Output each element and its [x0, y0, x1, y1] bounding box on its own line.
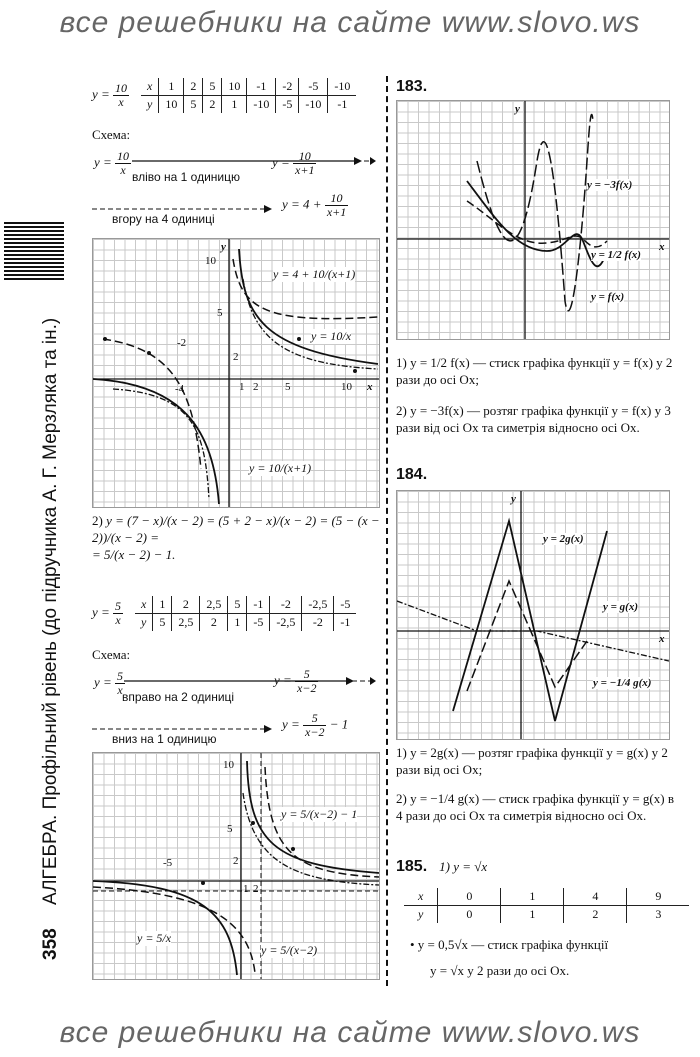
arrow-right-icon [124, 674, 354, 688]
problem-183-text-2: 2) y = −3f(x) — розтяг графіка функції y = f(x) у 3 рази від осі Ox та симетрія відносно осі Ox. [396, 403, 671, 435]
bottom-banner: все решебники на сайте www.slovo.ws [59, 1016, 641, 1049]
problem-185-text-1: • y = 0,5√x — стиск графіка функції [410, 937, 609, 952]
problem-184-number: 184. [396, 466, 428, 483]
graph-184-plot [397, 491, 669, 739]
table-1: y = $\frac{10}{x}$ x 1 2 5 10 -1 -2 -5 -10 y 10 5 2 1 -10 -5 -10 -1 [92, 78, 356, 113]
table-2: y = $\frac{5}{x}$ x 1 2 2,5 5 -1 -2 -2,5 -5 y 5 2,5 2 1 -5 -2,5 -2 -1 [92, 596, 356, 631]
scheme-1: y = $\frac{10}{x}$ вліво на 1 одиницю y = $\frac{10}{x+1}$ вгору на 4 одиниці y = 4 + $\frac{10}{x+1}$ [92, 148, 382, 228]
part2-equation: 2) y = (7 − x)/(x − 2) = (5 + 2 − x)/(x − 2) = (5 − (x − 2))/(x − 2) = = 5/(x − 2) − 1. [92, 513, 380, 562]
scheme-label-2: Схема: [92, 647, 131, 662]
page-number: 358 [40, 928, 61, 960]
arrow-right-icon [132, 154, 362, 168]
problem-185-table: x 0 1 4 9 y 0 1 2 3 [404, 888, 689, 923]
problem-183-text-1: 1) y = 1/2 f(x) — стиск графіка функції y = f(x) у 2 рази до осі Ox; [396, 355, 673, 387]
graph-2: 10 5 2 -5 1 2 y = 5/(x−2) − 1 y = 5/x y = 5/(x−2) [92, 752, 380, 980]
column-divider [386, 76, 388, 986]
problem-185-text-2: y = √x у 2 рази до осі Ox. [430, 963, 570, 978]
spine-title [40, 60, 62, 960]
graph-1: y x 10 5 2 -2 -4 1 2 5 10 y = 4 + 10/(x+1) y = 10/x y = 10/(x+1) [92, 238, 380, 508]
values-table-1: x 1 2 5 10 -1 -2 -5 -10 y 10 5 2 1 -10 -5 -10 -1 [141, 78, 356, 113]
book-title: АЛГЕБРА. Профільний рівень (до підручника А. Г. Мерзляка та ін.) [40, 317, 61, 906]
problem-184-text-1: 1) y = 2g(x) — розтяг графіка функції y = g(x) у 2 рази від осі Ox; [396, 745, 668, 777]
dashed-arrow-icon [336, 674, 376, 688]
problem-183-number: 183. [396, 78, 428, 95]
scheme-2: y = $\frac{5}{x}$ вправо на 2 одиниці y = $\frac{5}{x-2}$ вниз на 1 одиницю y = $\frac{5}{x-2}$ − 1 [92, 668, 382, 748]
graph-183: y x y = −3f(x) y = 1/2 f(x) y = f(x) [396, 100, 670, 340]
top-banner: все решебники на сайте www.slovo.ws [59, 6, 641, 39]
graph-184: y x y = 2g(x) y = g(x) y = −1/4 g(x) [396, 490, 670, 740]
scheme-label-1: Схема: [92, 127, 131, 142]
graph-183-plot [397, 101, 669, 339]
problem-185-header: 185. 1) y = √x [396, 858, 488, 875]
dashed-arrow-icon [340, 154, 376, 168]
values-table-2: x 1 2 2,5 5 -1 -2 -2,5 -5 y 5 2,5 2 1 -5 -2,5 -2 -1 [135, 596, 356, 631]
problem-184-text-2: 2) y = −1/4 g(x) — стиск графіка функції y = g(x) в 4 рази до осі Ox та симетрія відносно осі Ox. [396, 791, 674, 823]
